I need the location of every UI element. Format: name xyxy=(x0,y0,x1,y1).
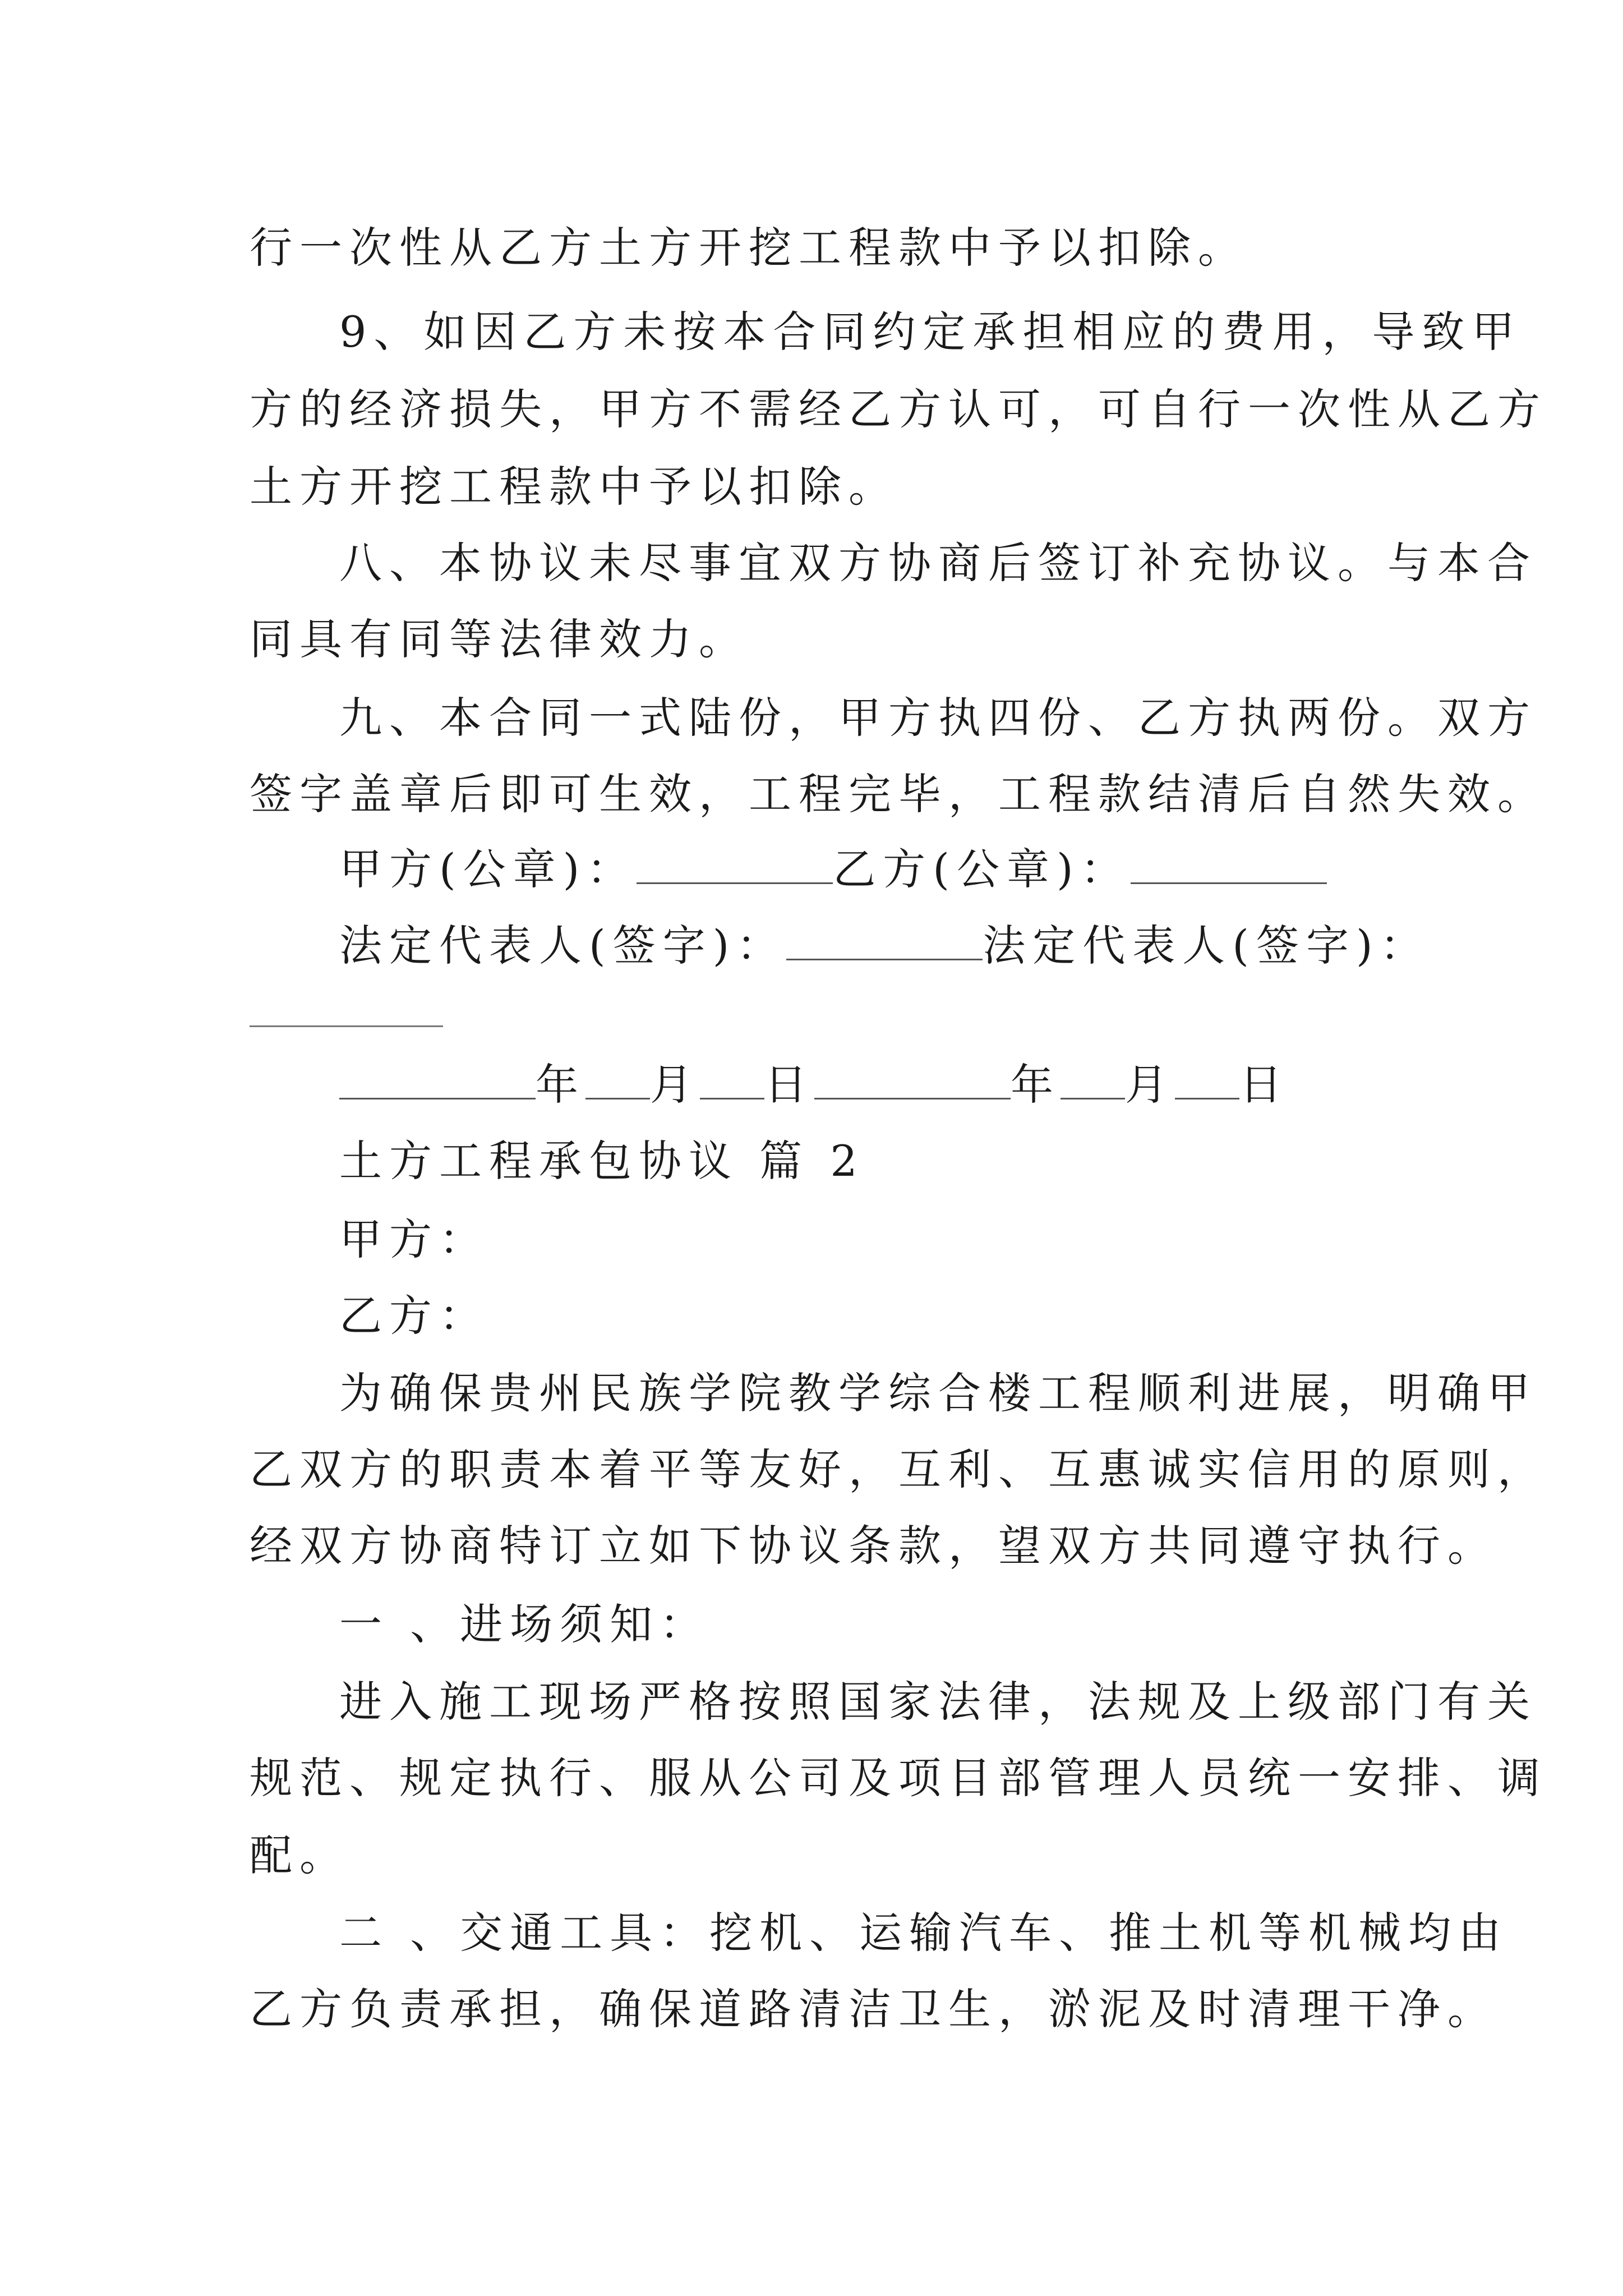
party-b-seal-label: 乙方(公章)： xyxy=(833,844,1131,894)
month-blank-b xyxy=(1061,1061,1125,1099)
rep-a-blank xyxy=(786,922,983,960)
clause-9-cn-line: 九、本合同一式陆份，甲方执四份、乙方执两份。双方 xyxy=(339,693,1537,743)
rep-a-label: 法定代表人(签字)： xyxy=(339,921,787,970)
year-blank-a xyxy=(339,1061,536,1099)
month-label-a: 月 xyxy=(650,1060,700,1110)
seal-line xyxy=(339,841,1483,898)
day-label-b: 日 xyxy=(1239,1060,1289,1110)
month-label-b: 月 xyxy=(1125,1060,1175,1110)
party-b-seal-blank xyxy=(1131,845,1327,884)
month-blank-a xyxy=(585,1061,650,1099)
day-label-a: 日 xyxy=(764,1060,814,1110)
clause-9-line: 9、如因乙方未按本合同约定承担相应的费用，导致甲 xyxy=(339,307,1522,357)
section-title: 土方工程承包协议 篇 2 xyxy=(339,1136,865,1186)
rep-b-blank xyxy=(250,1025,443,1027)
party-a-label: 甲方： xyxy=(339,1214,489,1264)
body-line: 为确保贵州民族学院教学综合楼工程顺利进展，明确甲 xyxy=(339,1368,1537,1418)
party-a-seal-blank xyxy=(637,845,833,884)
body-line: 经双方协商特订立如下协议条款，望双方共同遵守执行。 xyxy=(250,1521,1497,1571)
representative-line xyxy=(339,918,1483,974)
heading-transport: 二 、交通工具：挖机、运输汽车、推土机等机械均由 xyxy=(339,1908,1509,1958)
body-line: 配。 xyxy=(250,1830,349,1880)
body-line: 乙方负责承担，确保道路清洁卫生，淤泥及时清理干净。 xyxy=(250,1984,1497,2034)
clause-8-line: 八、本协议未尽事宜双方协商后签订补充协议。与本合 xyxy=(339,538,1537,588)
body-line: 签字盖章后即可生效，工程完毕，工程款结清后自然失效。 xyxy=(250,769,1547,819)
date-line xyxy=(339,1057,1483,1113)
body-line: 行一次性从乙方土方开挖工程款中予以扣除。 xyxy=(250,223,1248,273)
party-a-seal-label: 甲方(公章)： xyxy=(339,844,637,894)
body-line: 同具有同等法律效力。 xyxy=(250,614,749,664)
year-blank-b xyxy=(814,1061,1011,1099)
body-line: 乙双方的职责本着平等友好，互利、互惠诚实信用的原则， xyxy=(250,1444,1547,1494)
body-line: 规范、规定执行、服从公司及项目部管理人员统一安排、调 xyxy=(250,1753,1547,1803)
day-blank-a xyxy=(700,1061,764,1099)
day-blank-b xyxy=(1175,1061,1239,1099)
body-line: 方的经济损失，甲方不需经乙方认可，可自行一次性从乙方 xyxy=(250,384,1547,434)
body-line: 进入施工现场严格按照国家法律，法规及上级部门有关 xyxy=(339,1677,1537,1727)
party-b-label: 乙方： xyxy=(339,1291,489,1341)
body-line: 土方开挖工程款中予以扣除。 xyxy=(250,462,898,512)
year-label-b: 年 xyxy=(1011,1060,1061,1110)
rep-b-label: 法定代表人(签字)： xyxy=(983,921,1430,970)
year-label-a: 年 xyxy=(536,1060,585,1110)
heading-entry-notice: 一 、进场须知： xyxy=(339,1599,710,1649)
